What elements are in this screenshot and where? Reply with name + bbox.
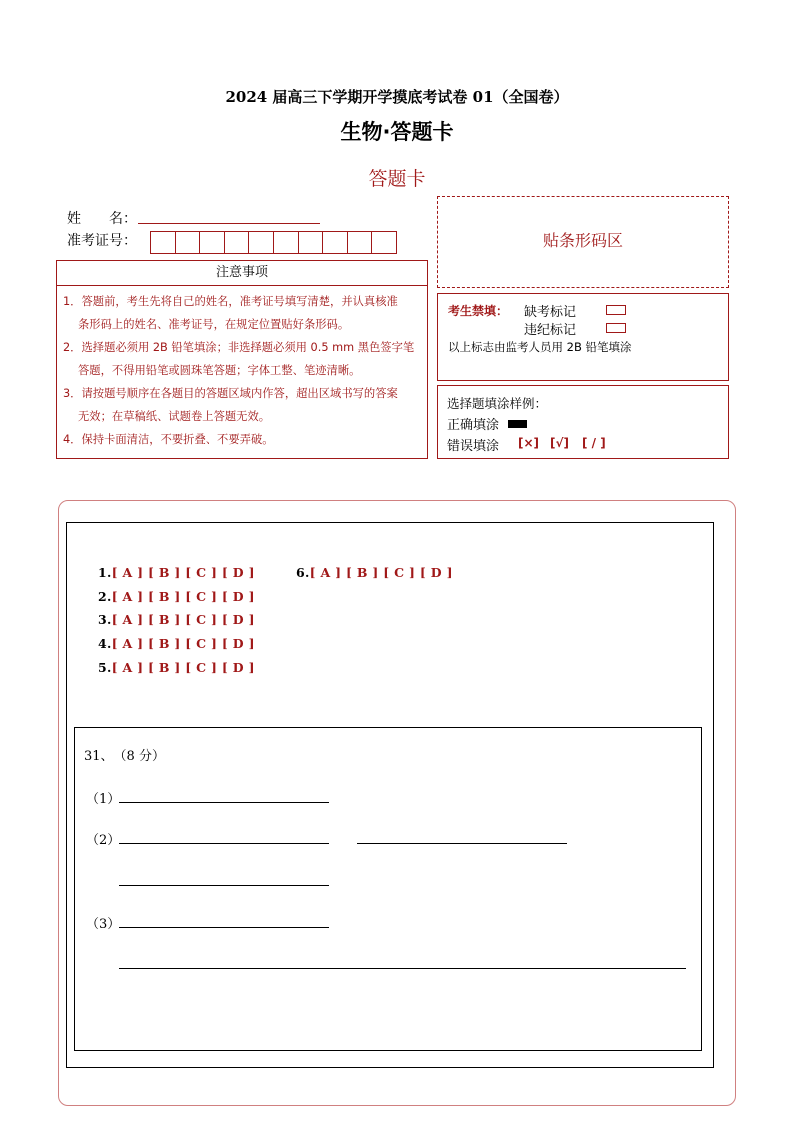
absent-mark-label: 缺考标记 — [524, 305, 577, 320]
question-31-title: 31、 （8 分） — [84, 749, 165, 764]
choice-row-4[interactable] — [98, 636, 255, 651]
question-31-box — [74, 727, 702, 1051]
fill-sample-title: 选择题填涂样例： — [447, 396, 548, 411]
notice-line: 4．保持卡面清洁，不要折叠、不要弄破。 — [63, 433, 274, 446]
id-cell[interactable] — [298, 231, 324, 254]
choice-options[interactable]: [ A ] [ B ] [ C ] [ D ] — [111, 636, 255, 651]
id-cell[interactable] — [371, 231, 397, 254]
forbidden-panel — [437, 293, 729, 381]
notice-line: 1．答题前，考生先将自己的姓名，准考证号填写清楚，并认真核准 — [63, 295, 398, 308]
choice-number: 1. — [98, 565, 112, 580]
choice-options[interactable]: [ A ] [ B ] [ C ] [ D ] — [309, 565, 453, 580]
notice-line: 3．请按题号顺序在各题目的答题区域内作答，超出区域书写的答案 — [63, 387, 398, 400]
choice-row-6[interactable] — [296, 565, 453, 580]
notice-panel — [56, 260, 428, 459]
choice-options[interactable]: [ A ] [ B ] [ C ] [ D ] — [111, 589, 255, 604]
part-2-label: （2） — [86, 833, 121, 848]
violation-mark-label: 违纪标记 — [524, 323, 577, 338]
name-field[interactable] — [138, 222, 320, 224]
card-title: 答题卡 — [368, 168, 426, 190]
violation-mark-box[interactable] — [606, 323, 626, 333]
id-label: 准考证号： — [67, 233, 137, 249]
exam-id-grid[interactable] — [150, 231, 396, 254]
absent-mark-box[interactable] — [606, 305, 626, 315]
id-cell[interactable] — [248, 231, 274, 254]
answer-line[interactable] — [119, 842, 329, 844]
answer-line[interactable] — [119, 801, 329, 803]
answer-line[interactable] — [119, 967, 686, 969]
id-cell[interactable] — [150, 231, 176, 254]
choice-number: 4. — [98, 636, 112, 651]
exam-title: 2024 届高三下学期开学摸底考试卷 01（全国卷） — [225, 88, 569, 106]
notice-title: 注意事项 — [57, 261, 427, 286]
choice-number: 2. — [98, 589, 112, 604]
choice-options[interactable]: [ A ] [ B ] [ C ] [ D ] — [111, 565, 255, 580]
choice-options[interactable]: [ A ] [ B ] [ C ] [ D ] — [111, 660, 255, 675]
notice-line: 2．选择题必须用 2B 铅笔填涂；非选择题必须用 0.5 mm 黑色签字笔 — [63, 341, 415, 354]
subject-title: 生物·答题卡 — [340, 120, 454, 144]
correct-fill-label: 正确填涂 — [447, 418, 500, 433]
forbidden-label: 考生禁填： — [448, 304, 509, 318]
correct-fill-mark — [508, 420, 527, 428]
part-3-label: （3） — [86, 917, 121, 932]
answer-line[interactable] — [357, 842, 567, 844]
choice-number: 3. — [98, 612, 112, 627]
answer-line[interactable] — [119, 926, 329, 928]
choice-row-3[interactable] — [98, 612, 255, 627]
answer-line[interactable] — [119, 884, 329, 886]
id-cell[interactable] — [224, 231, 250, 254]
choice-row-5[interactable] — [98, 660, 255, 675]
fill-sample-panel — [437, 385, 729, 459]
name-label: 姓 名： — [67, 211, 137, 227]
wrong-mark-cross: [×] — [518, 436, 540, 450]
choice-number: 5. — [98, 660, 112, 675]
wrong-mark-slash: [ / ] — [582, 436, 606, 450]
forbidden-note: 以上标志由监考人员用 2B 铅笔填涂 — [448, 340, 632, 354]
notice-line: 条形码上的姓名、准考证号，在规定位置贴好条形码。 — [78, 318, 350, 331]
id-cell[interactable] — [175, 231, 201, 254]
barcode-area: 贴条形码区 — [437, 196, 729, 288]
id-cell[interactable] — [273, 231, 299, 254]
id-cell[interactable] — [347, 231, 373, 254]
wrong-fill-label: 错误填涂 — [447, 439, 500, 454]
notice-line: 答题，不得用铅笔或圆珠笔答题；字体工整、笔迹清晰。 — [78, 364, 361, 377]
id-cell[interactable] — [322, 231, 348, 254]
notice-line: 无效；在草稿纸、试题卷上答题无效。 — [78, 410, 271, 423]
choice-options[interactable]: [ A ] [ B ] [ C ] [ D ] — [111, 612, 255, 627]
notice-body — [57, 286, 427, 455]
choice-number: 6. — [296, 565, 310, 580]
choice-row-2[interactable] — [98, 589, 255, 604]
wrong-mark-check: [√] — [550, 436, 569, 450]
choice-row-1[interactable] — [98, 565, 255, 580]
part-1-label: （1） — [86, 792, 121, 807]
id-cell[interactable] — [199, 231, 225, 254]
